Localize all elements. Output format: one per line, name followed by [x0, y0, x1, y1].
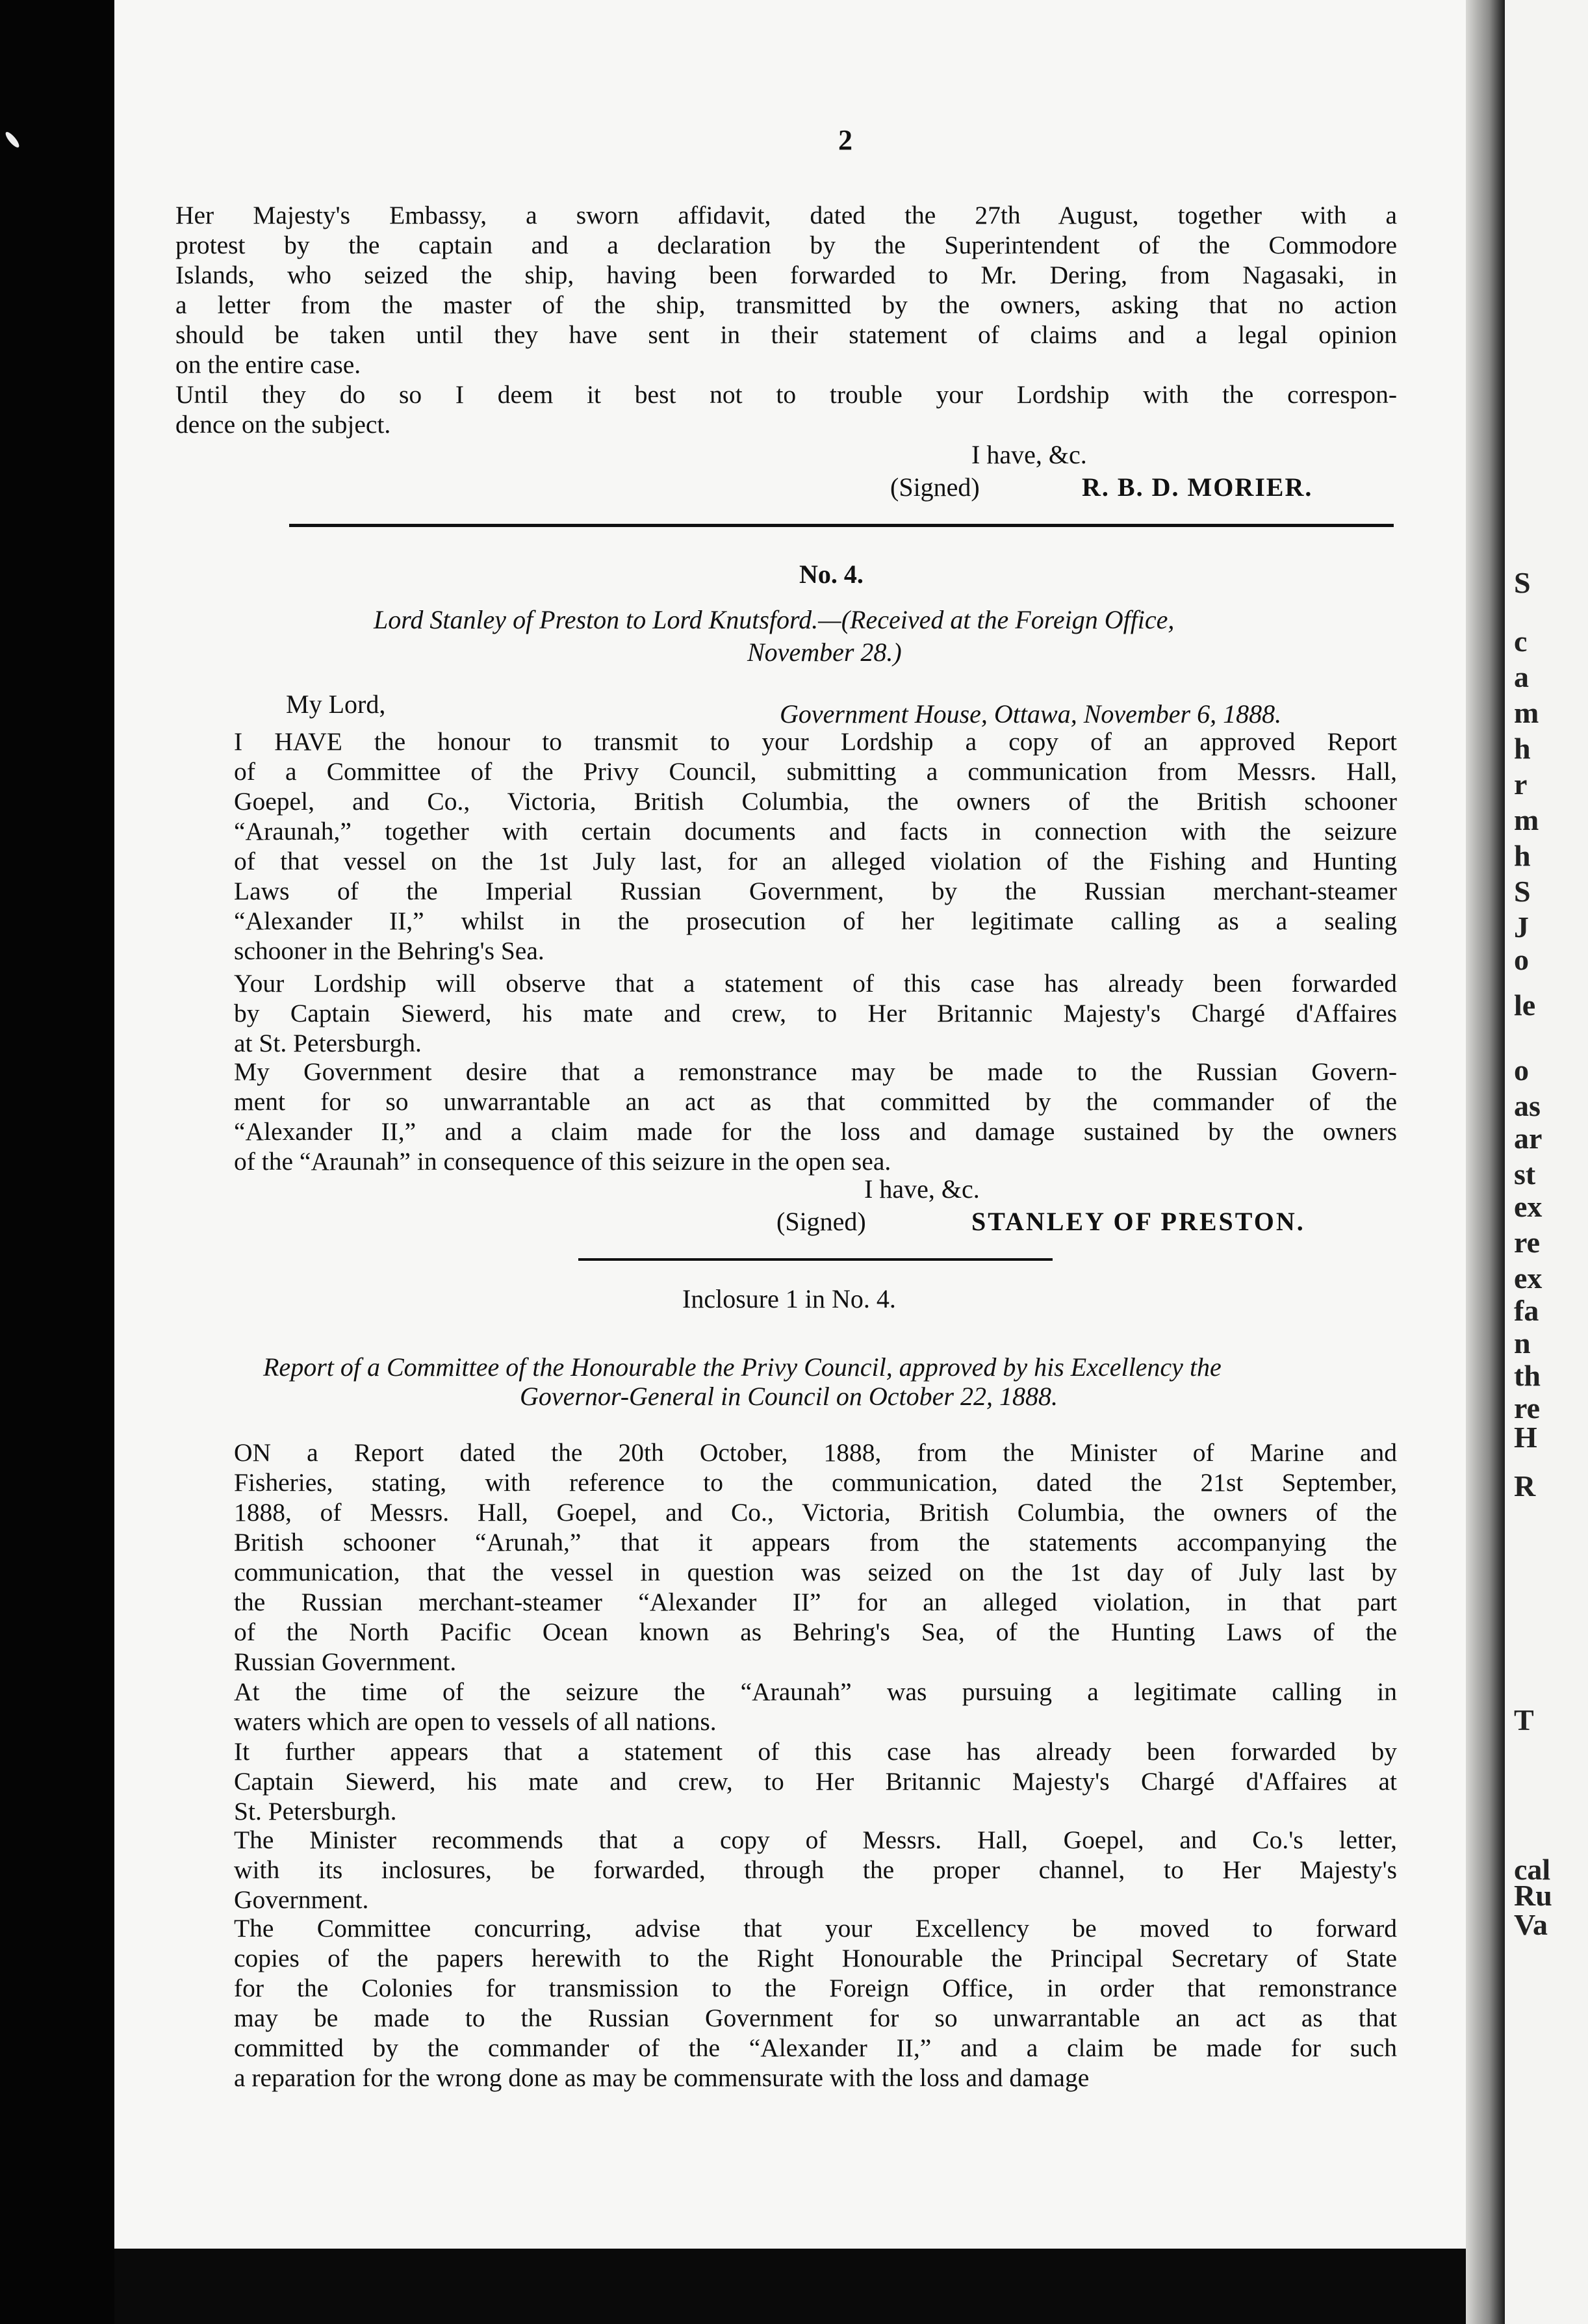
closing-have: I have, &c. — [864, 1174, 980, 1204]
adjacent-page-text-fragment: st — [1514, 1157, 1536, 1191]
text-line: Government. — [234, 1885, 369, 1914]
text-line: schooner in the Behring's Sea. — [234, 936, 544, 965]
text-line: “Alexander II,” and a claim made for the loss and damage sustained by the owners — [234, 1117, 1397, 1146]
adjacent-page-text-fragment: as — [1514, 1089, 1541, 1122]
text-line: of a Committee of the Privy Council, submitting a communication from Messrs. Hall, — [234, 757, 1397, 786]
text-line: Goepel, and Co., Victoria, British Columbia, the owners of the British schooner — [234, 787, 1397, 816]
paragraph-statement-forwarded — [175, 968, 1397, 1058]
text-line: British schooner “Arunah,” that it appears from the statements accompanying the — [234, 1528, 1397, 1556]
paragraph-minister-recommends — [175, 1825, 1397, 1915]
text-line: Captain Siewerd, his mate and crew, to Her Britannic Majesty's Chargé d'Affaires at — [234, 1767, 1397, 1796]
adjacent-page-text-fragment: m — [1514, 696, 1539, 729]
closing-signed: (Signed) — [890, 472, 980, 502]
paragraph-time-of-seizure — [175, 1677, 1397, 1737]
text-line: for the Colonies for transmission to the Foreign Office, in order that remonstrance — [234, 1974, 1397, 2002]
adjacent-page-text-fragment: c — [1514, 625, 1528, 658]
text-line: protest by the captain and a declaration by the Superintendent of the Commodore — [175, 231, 1397, 259]
text-line: “Araunah,” together with certain documents and facts in connection with the seizure — [234, 817, 1397, 846]
page-number: 2 — [838, 124, 852, 156]
text-line: of the North Pacific Ocean known as Behring's Sea, of the Hunting Laws of the — [234, 1618, 1397, 1646]
text-line: Fisheries, stating, with reference to the communication, dated the 21st September, — [234, 1468, 1397, 1497]
paragraph-remonstrance — [175, 1057, 1397, 1176]
adjacent-page-text-fragment: o — [1514, 1053, 1529, 1087]
adjacent-page-text-fragment: H — [1514, 1421, 1537, 1454]
text-line: may be made to the Russian Government for so unwarrantable an act as that — [234, 2004, 1397, 2032]
adjacent-page-text-fragment: Va — [1514, 1908, 1548, 1941]
document-title-received-date: November 28.) — [747, 638, 902, 667]
paragraph-committee-concurring — [175, 1913, 1397, 2093]
text-line: The Minister recommends that a copy of Messrs. Hall, Goepel, and Co.'s letter, — [234, 1826, 1397, 1854]
adjacent-page-text-fragment: m — [1514, 803, 1539, 836]
adjacent-page-text-fragment: R — [1514, 1469, 1536, 1503]
adjacent-page-text-fragment: ex — [1514, 1190, 1543, 1223]
inclosure-title: Report of a Committee of the Honourable the Privy Council, approved by his Excellency the — [263, 1352, 1222, 1382]
text-line: with its inclosures, be forwarded, through the proper channel, to Her Majesty's — [234, 1855, 1397, 1884]
text-line: St. Petersburgh. — [234, 1797, 397, 1826]
adjacent-page-text-fragment: re — [1514, 1226, 1541, 1259]
adjacent-page-text-fragment: J — [1514, 910, 1529, 944]
adjacent-page-text-fragment: h — [1514, 839, 1531, 872]
paragraph-report-dated — [175, 1438, 1397, 1677]
paragraph-embassy-affidavit — [175, 200, 1397, 380]
text-line: ment for so unwarrantable an act as that committed by the commander of the — [234, 1087, 1397, 1116]
section-divider — [289, 524, 1394, 527]
text-line: Your Lordship will observe that a statement of this case has already been forwarded — [234, 969, 1397, 998]
document-title: Lord Stanley of Preston to Lord Knutsford.—(Received at the Foreign Office, — [374, 605, 1175, 634]
text-line: by Captain Siewerd, his mate and crew, to Her Britannic Majesty's Chargé d'Affaires — [234, 999, 1397, 1027]
text-line: of the “Araunah” in consequence of this seizure in the open sea. — [234, 1147, 891, 1176]
adjacent-page-text-fragment: T — [1514, 1703, 1534, 1737]
adjacent-page-text-fragment: S — [1514, 875, 1531, 908]
inclosure-title-date: Governor-General in Council on October 22, 1888. — [520, 1382, 1058, 1411]
text-line: at St. Petersburgh. — [234, 1029, 422, 1057]
text-line: 1888, of Messrs. Hall, Goepel, and Co., Victoria, British Columbia, the owners of the — [234, 1498, 1397, 1527]
text-line: It further appears that a statement of this case has already been forwarded by — [234, 1737, 1397, 1766]
adjacent-page-text-fragment: ex — [1514, 1261, 1543, 1295]
salutation: My Lord, — [286, 690, 386, 719]
text-line: communication, that the vessel in question was seized on the 1st day of July last by — [234, 1558, 1397, 1586]
text-line: Until they do so I deem it best not to trouble your Lordship with the correspon- — [175, 380, 1397, 409]
text-line: a letter from the master of the ship, transmitted by the owners, asking that no action — [175, 290, 1397, 319]
scan-margin-left — [0, 0, 114, 2324]
page-fold-shadow — [1466, 0, 1505, 2324]
text-line: should be taken until they have sent in their statement of claims and a legal opinion — [175, 320, 1397, 349]
adjacent-page-text-fragment: ar — [1514, 1122, 1543, 1155]
adjacent-page-text-fragment: re — [1514, 1391, 1541, 1425]
adjacent-page-text-fragment: le — [1514, 988, 1536, 1022]
adjacent-page-text-fragment: n — [1514, 1326, 1531, 1360]
paragraph-further-appears — [175, 1737, 1397, 1826]
text-line: The Committee concurring, advise that your Excellency be moved to forward — [234, 1914, 1397, 1943]
closing-signed: (Signed) — [776, 1207, 866, 1236]
signatory-name: R. B. D. MORIER. — [1082, 472, 1313, 502]
short-divider — [578, 1258, 1053, 1261]
text-line: copies of the papers herewith to the Right Honourable the Principal Secretary of State — [234, 1944, 1397, 1972]
text-line: Her Majesty's Embassy, a sworn affidavit, dated the 27th August, together with a — [175, 201, 1397, 229]
text-line: waters which are open to vessels of all nations. — [234, 1707, 717, 1736]
dateline: Government House, Ottawa, November 6, 1888. — [780, 699, 1282, 729]
adjacent-page-text-fragment: r — [1514, 768, 1528, 801]
adjacent-page-text-fragment: th — [1514, 1359, 1541, 1392]
text-line: “Alexander II,” whilst in the prosecution of her legitimate calling as a sealing — [234, 907, 1397, 935]
signatory-name: STANLEY OF PRESTON. — [971, 1207, 1305, 1236]
adjacent-page-text-fragment: S — [1514, 566, 1531, 599]
scan-margin-bottom — [114, 2249, 1466, 2324]
adjacent-page-text-fragment: Ru — [1514, 1879, 1552, 1912]
text-line: dence on the subject. — [175, 410, 391, 439]
text-line: committed by the commander of the “Alexander II,” and a claim be made for such — [234, 2034, 1397, 2062]
text-line: of that vessel on the 1st July last, for an alleged violation of the Fishing and Hunting — [234, 847, 1397, 875]
text-line: Laws of the Imperial Russian Government, by the Russian merchant-steamer — [234, 877, 1397, 905]
adjacent-page-text-fragment: a — [1514, 660, 1529, 693]
text-line: At the time of the seizure the “Araunah” was pursuing a legitimate calling in — [234, 1677, 1397, 1706]
adjacent-page-text-fragment: o — [1514, 943, 1529, 976]
inclosure-heading: Inclosure 1 in No. 4. — [682, 1284, 896, 1313]
text-line: the Russian merchant-steamer “Alexander II” for an alleged violation, in that part — [234, 1588, 1397, 1616]
text-line: Islands, who seized the ship, having been forwarded to Mr. Dering, from Nagasaki, in — [175, 261, 1397, 289]
adjacent-page-text-fragment: cal — [1514, 1853, 1551, 1886]
text-line: ON a Report dated the 20th October, 1888, from the Minister of Marine and — [234, 1438, 1397, 1467]
text-line: I HAVE the honour to transmit to your Lordship a copy of an approved Report — [234, 727, 1397, 756]
text-line: a reparation for the wrong done as may be commensurate with the loss and damage — [234, 2063, 1090, 2092]
text-line: on the entire case. — [175, 350, 361, 379]
text-line: Russian Government. — [234, 1647, 457, 1676]
paragraph-transmit-report — [175, 727, 1397, 966]
adjacent-page-text-fragment: h — [1514, 732, 1531, 765]
document-number: No. 4. — [799, 560, 864, 589]
closing-have: I have, &c. — [971, 440, 1087, 469]
adjacent-page — [1505, 0, 1588, 2324]
paragraph-until-they-do-so — [175, 380, 1397, 439]
adjacent-page-text-fragment: fa — [1514, 1294, 1539, 1327]
text-line: My Government desire that a remonstrance may be made to the Russian Govern- — [234, 1057, 1397, 1086]
